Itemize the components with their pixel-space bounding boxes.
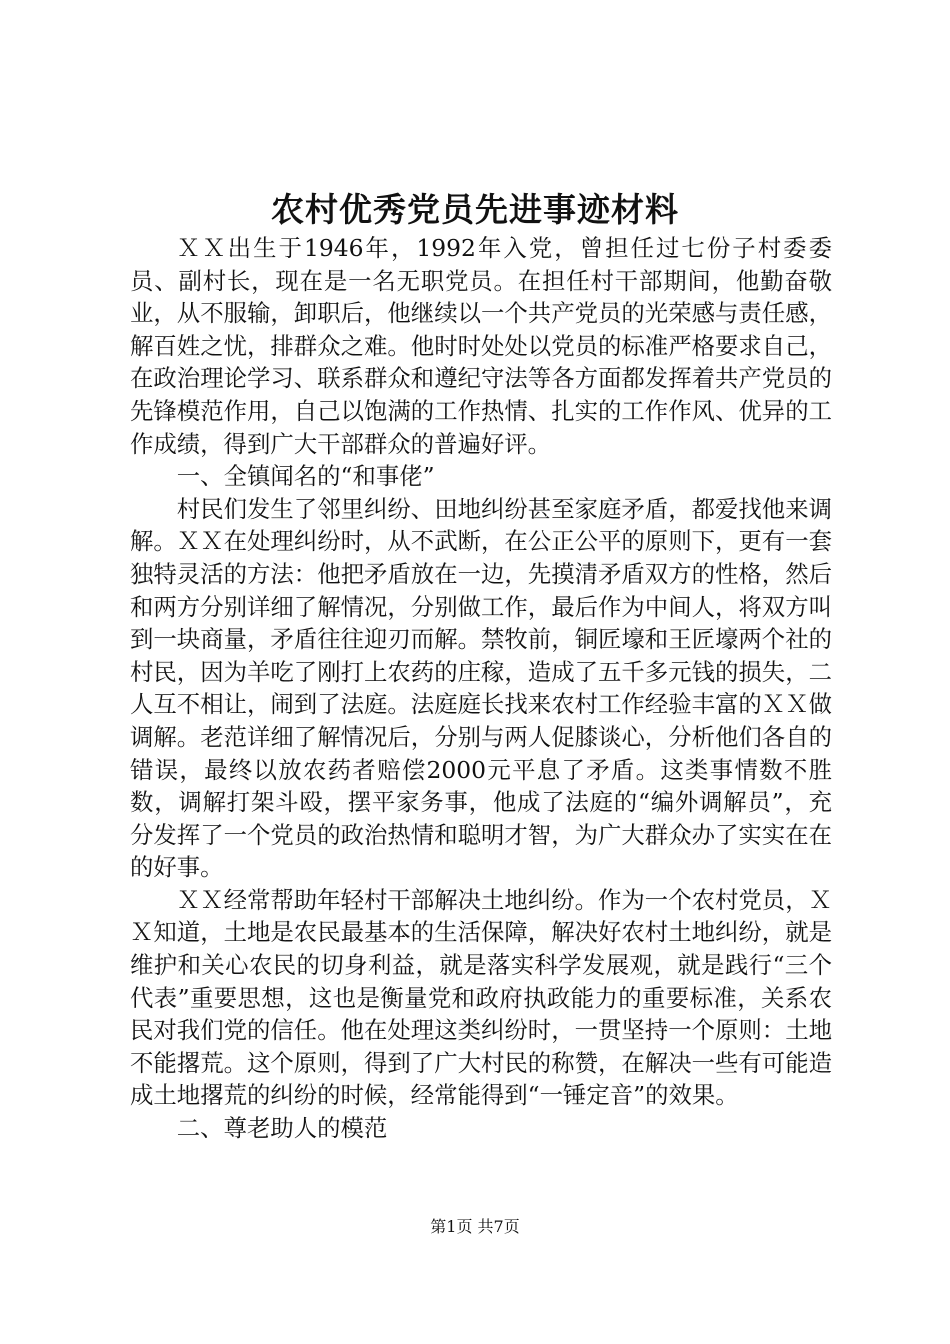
section-heading-1: 一、全镇闻名的“和事佬” [176,462,435,491]
page-number-footer: 第1页 共7页 [430,1217,520,1236]
document-title: 农村优秀党员先进事迹材料 [271,190,679,229]
section-heading-2: 二、尊老助人的模范 [176,1114,388,1143]
paragraph-intro: ＸＸ出生于1946年，1992年入党，曾担任过七份子村委委员、副村长，现在是一名无职党员。在担任村干部期间，他勤奋敬业，从不服输，卸职后，他继续以一个共产党员的光荣感与责任感，解百姓之忧，排群众之难。他时时处处以党员的标准严格要求自己，在政治理论学习、联系群众和遵纪守法等各方面都发挥着共产党员的先锋模范作用，自己以饱满的工作热情、扎实的工作作风、优异的工作成绩，得到广大干部群众的普遍好评。 [130,234,832,458]
document-body [130,232,832,1145]
paragraph-mediation: 村民们发生了邻里纠纷、田地纠纷甚至家庭矛盾，都爱找他来调解。ＸＸ在处理纠纷时，从不武断，在公正公平的原则下，更有一套独特灵活的方法：他把矛盾放在一边，先摸清矛盾双方的性格，然后和两方分别详细了解情况，分别做工作，最后作为中间人，将双方叫到一块商量，矛盾往往迎刃而解。禁牧前，铜匠壕和王匠壕两个社的村民，因为羊吃了刚打上农药的庄稼，造成了五千多元钱的损失，二人互不相让，闹到了法庭。法庭庭长找来农村工作经验丰富的ＸＸ做调解。老范详细了解情况后，分别与两人促膝谈心，分析他们各自的错误，最终以放农药者赔偿2000元平息了矛盾。这类事情数不胜数，调解打架斗殴，摆平家务事，他成了法庭的“编外调解员”，充分发挥了一个党员的政治热情和聪明才智，为广大群众办了实实在在的好事。 [130,494,832,882]
paragraph-land-disputes: ＸＸ经常帮助年轻村干部解决土地纠纷。作为一个农村党员，ＸＸ知道，土地是农民最基本的生活保障，解决好农村土地纠纷，就是维护和关心农民的切身利益，就是落实科学发展观，就是践行“三个代表”重要思想，这也是衡量党和政府执政能力的重要标准，关系农民对我们党的信任。他在处理这类纠纷时，一贯坚持一个原则：土地不能撂荒。这个原则，得到了广大村民的称赞，在解决一些有可能造成土地撂荒的纠纷的时候，经常能得到“一锤定音”的效果。 [130,885,832,1110]
